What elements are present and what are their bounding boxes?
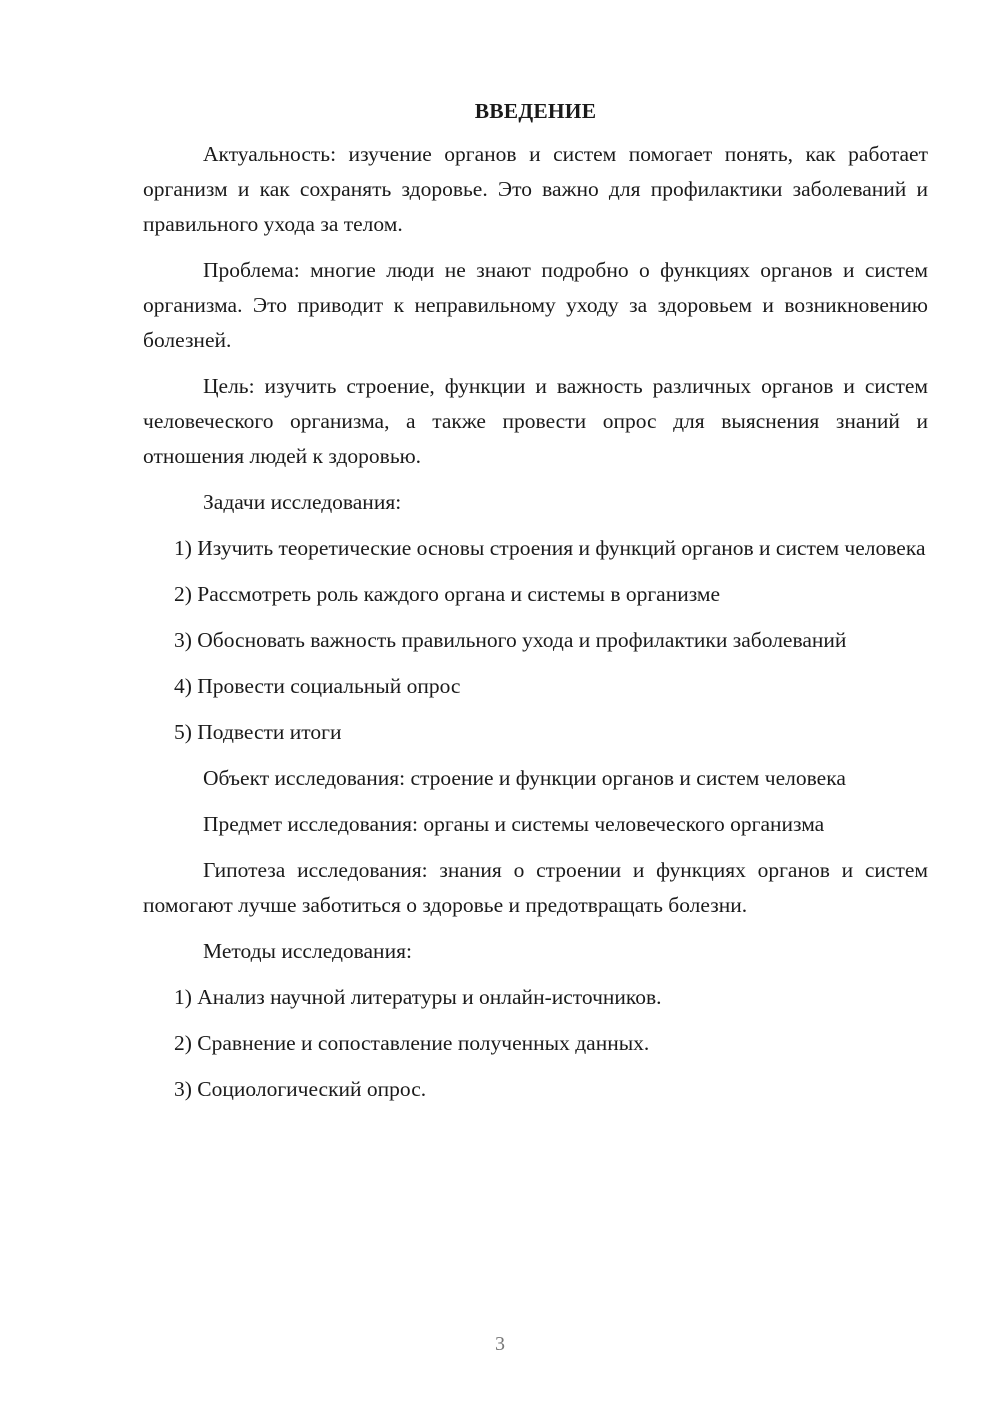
- page-number: 3: [495, 1333, 505, 1355]
- method-item: 1) Анализ научной литературы и онлайн-источников.: [174, 985, 662, 1009]
- task-item: 3) Обосновать важность правильного ухода и профилактики заболеваний: [174, 628, 847, 652]
- tasks-heading: Задачи исследования:: [203, 490, 402, 514]
- task-item: 2) Рассмотреть роль каждого органа и системы в организме: [174, 582, 721, 606]
- problem-paragraph: Проблема: многие люди не знают подробно о функциях органов и систем организма. Это приводит к неправильному уходу за здоровьем и возникновению болезней.: [143, 258, 928, 352]
- task-item: 4) Провести социальный опрос: [174, 674, 461, 698]
- subject-paragraph: Предмет исследования: органы и системы человеческого организма: [203, 812, 825, 836]
- page-title: ВВЕДЕНИЕ: [474, 99, 597, 123]
- hypothesis-paragraph: Гипотеза исследования: знания о строении и функциях органов и систем помогают лучше заботиться о здоровье и предотвращать болезни.: [143, 858, 928, 917]
- task-item: 1) Изучить теоретические основы строения и функций органов и систем человека: [174, 536, 926, 560]
- task-item: 5) Подвести итоги: [174, 720, 342, 744]
- method-item: 3) Социологический опрос.: [174, 1077, 427, 1101]
- methods-heading: Методы исследования:: [203, 939, 412, 963]
- object-paragraph: Объект исследования: строение и функции органов и систем человека: [203, 766, 846, 790]
- relevance-paragraph: Актуальность: изучение органов и систем помогает понять, как работает организм и как сохранять здоровье. Это важно для профилактики заболеваний и правильного ухода за телом.: [143, 142, 928, 236]
- method-item: 2) Сравнение и сопоставление полученных данных.: [174, 1031, 650, 1055]
- document-page: [143, 96, 928, 1118]
- goal-paragraph: Цель: изучить строение, функции и важность различных органов и систем человеческого организма, а также провести опрос для выяснения знаний и отношения людей к здоровью.: [143, 374, 928, 468]
